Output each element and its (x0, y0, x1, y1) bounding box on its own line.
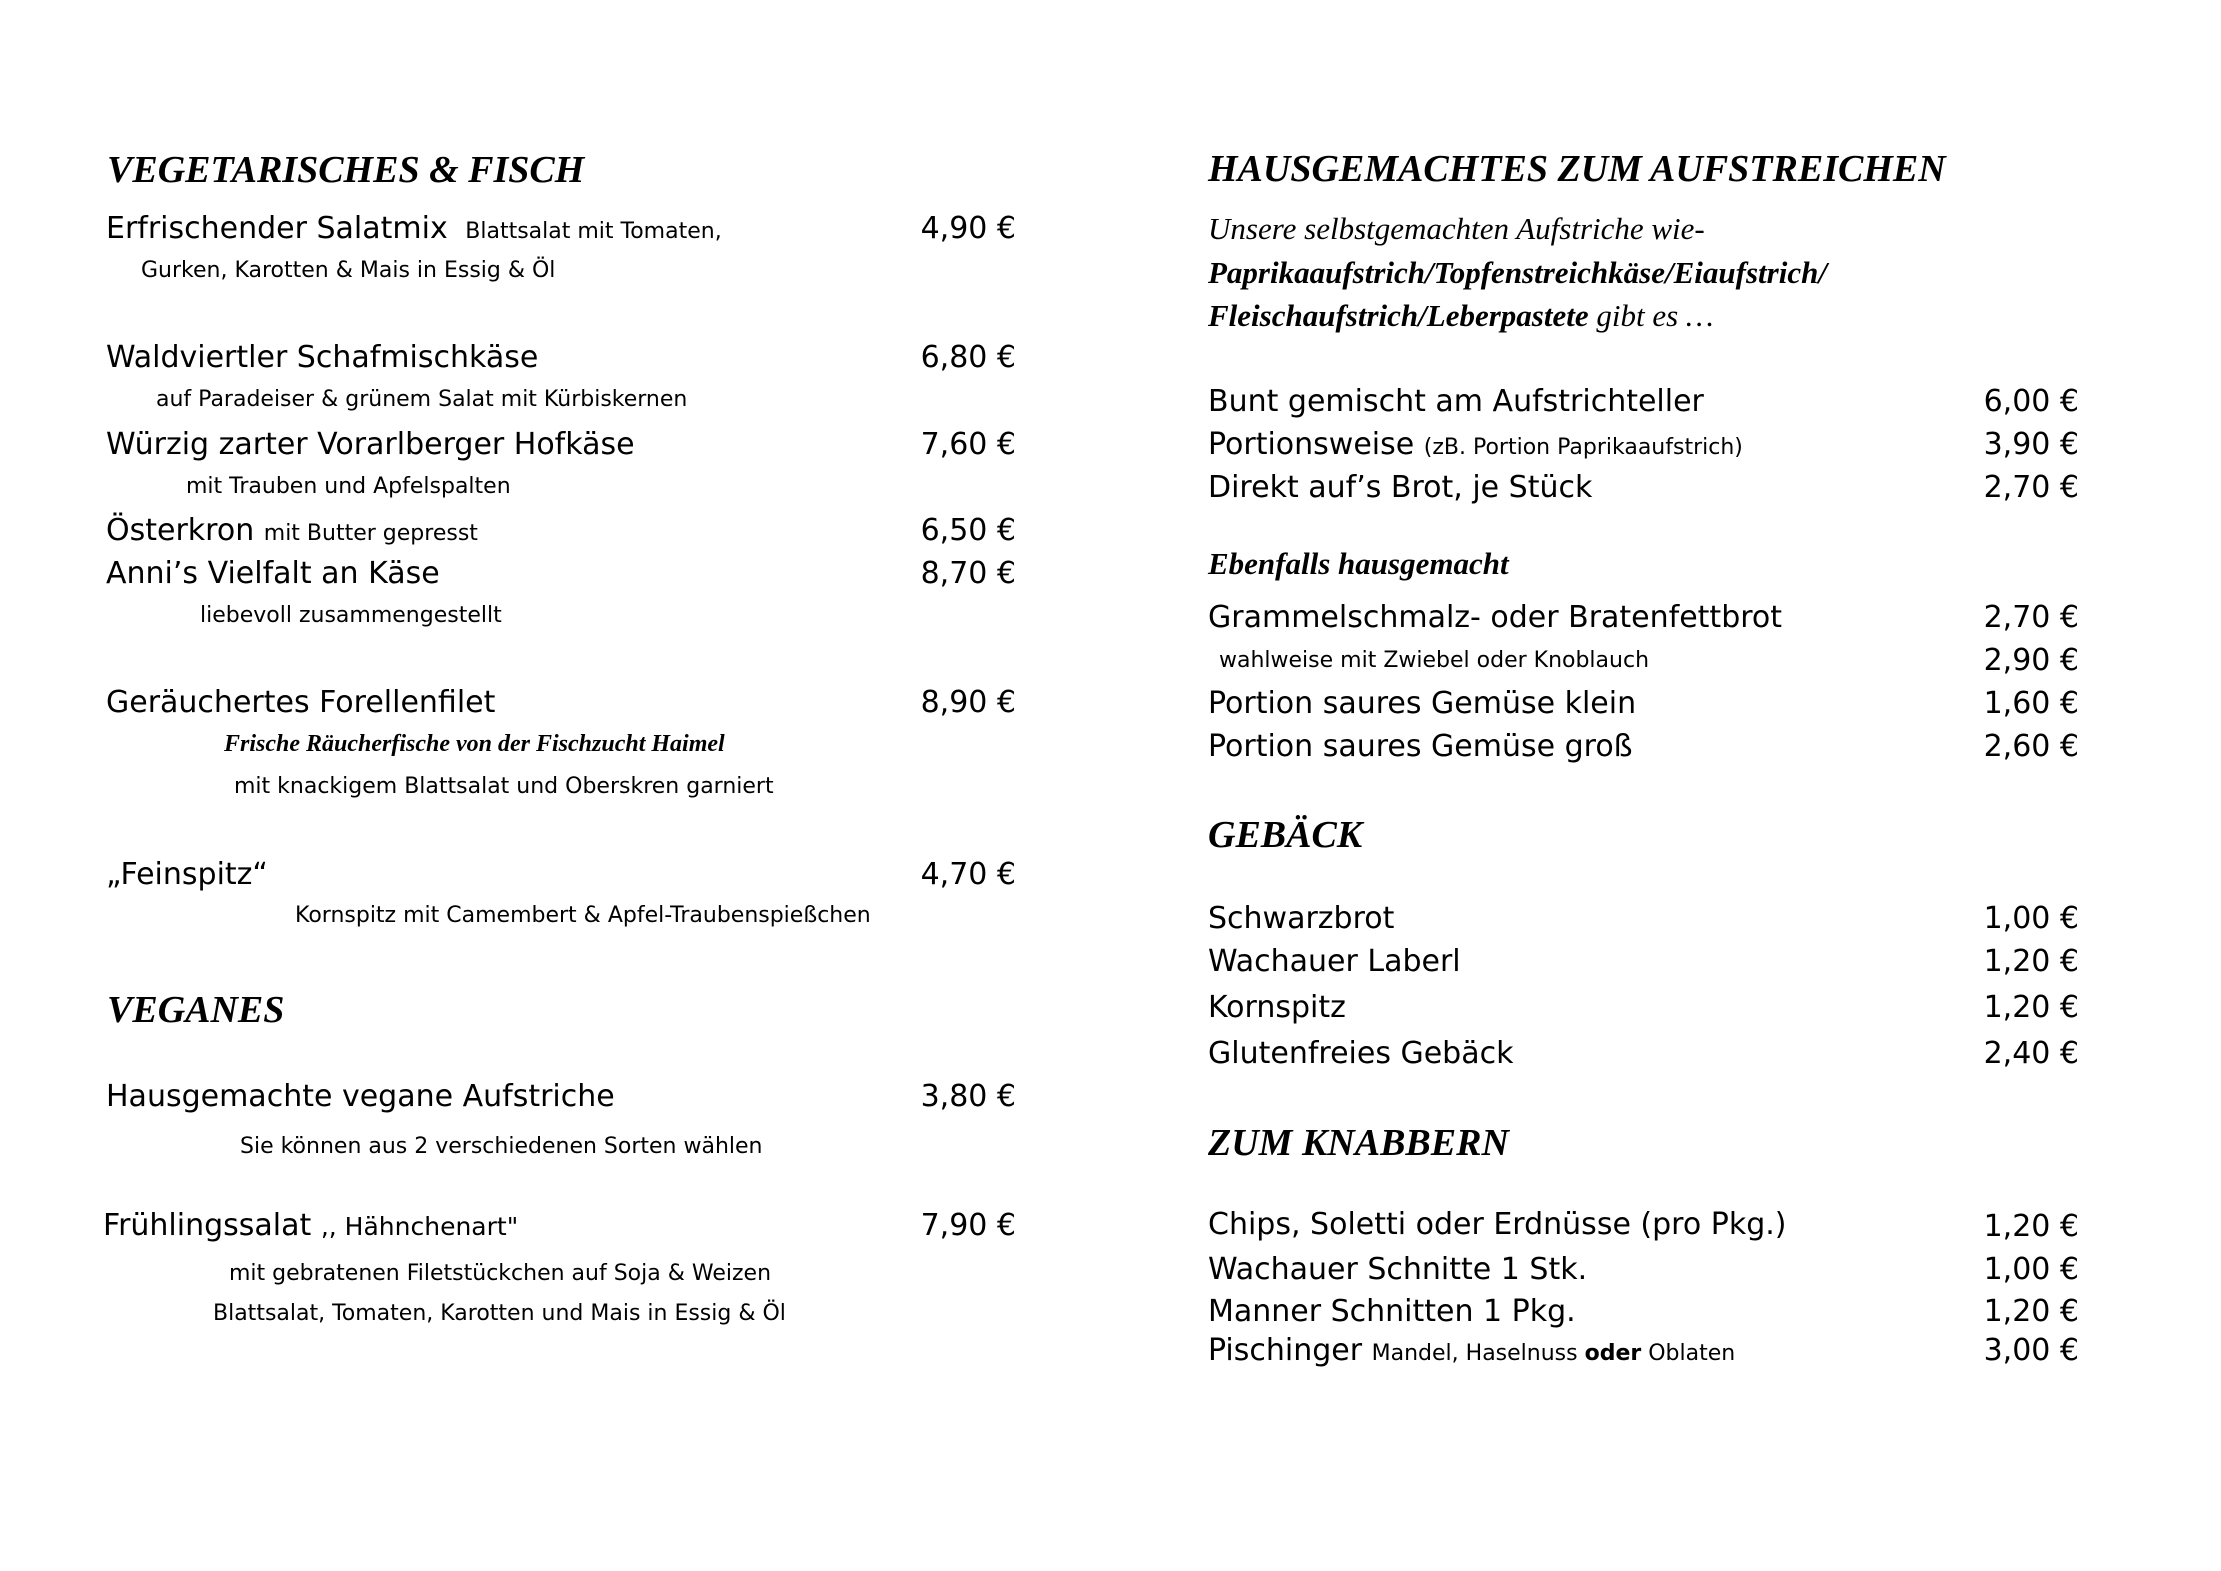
desc-forelle: mit knackigem Blattsalat und Oberskren garniert (234, 774, 774, 799)
item-fruehlingssalat-name: Frühlingssalat (103, 1208, 312, 1243)
item-schafmischkaese: Waldviertler Schafmischkäse (106, 340, 539, 375)
price-kornspitz: 1,20 € (1983, 990, 2079, 1025)
desc-fruehlingssalat-2: Blattsalat, Tomaten, Karotten und Mais in Essig & Öl (213, 1301, 786, 1326)
price-aufstrichteller: 6,00 € (1983, 384, 2079, 419)
price-wachauer-schnitte: 1,00 € (1983, 1252, 2079, 1287)
price-glutenfrei: 2,40 € (1983, 1036, 2079, 1071)
item-hofkaese: Würzig zarter Vorarlberger Hofkäse (106, 427, 635, 462)
price-zwiebel-knoblauch: 2,90 € (1983, 643, 2079, 678)
heading-aufstreichen: HAUSGEMACHTES ZUM AUFSTREICHEN (1208, 148, 1946, 190)
desc-vegane-aufstriche: Sie können aus 2 verschiedenen Sorten wählen (240, 1134, 763, 1159)
desc-forelle-serif: Frische Räucherfische von der Fischzucht Haimel (224, 731, 725, 757)
price-vegane-aufstriche: 3,80 € (920, 1079, 1016, 1114)
price-schwarzbrot: 1,00 € (1983, 901, 2079, 936)
item-oesterkron (106, 513, 478, 548)
price-direkt-brot: 2,70 € (1983, 470, 2079, 505)
item-direkt-brot: Direkt auf’s Brot, je Stück (1208, 470, 1593, 505)
price-chips: 1,20 € (1983, 1209, 2079, 1244)
desc-schafmischkaese: auf Paradeiser & grünem Salat mit Kürbiskernen (156, 387, 688, 412)
intro-line-3 (1208, 298, 1713, 334)
price-fruehlingssalat: 7,90 € (920, 1208, 1016, 1243)
desc-vielfalt: liebevoll zusammengestellt (200, 603, 502, 628)
item-pischinger-desc-c: Oblaten (1641, 1341, 1736, 1366)
item-oesterkron-name: Österkron (106, 513, 255, 548)
price-schafmischkaese: 6,80 € (920, 340, 1016, 375)
item-wachauer-laberl: Wachauer Laberl (1208, 944, 1461, 979)
price-gemuese-gross: 2,60 € (1983, 729, 2079, 764)
item-fruehlingssalat-suffix: ,, Hähnchenart" (320, 1212, 519, 1241)
item-salatmix (106, 211, 722, 246)
price-grammelschmalz: 2,70 € (1983, 600, 2079, 635)
item-salatmix-name: Erfrischender Salatmix (106, 211, 448, 246)
item-vielfalt: Anni’s Vielfalt an Käse (106, 556, 440, 591)
intro-line-2 (1208, 255, 1827, 291)
intro-line-3-bold: Fleischaufstrich/Leberpastete (1208, 298, 1589, 333)
item-feinspitz: „Feinspitz“ (106, 857, 268, 892)
price-gemuese-klein: 1,60 € (1983, 686, 2079, 721)
item-kornspitz: Kornspitz (1208, 990, 1346, 1025)
desc-zwiebel-knoblauch: wahlweise mit Zwiebel oder Knoblauch (1219, 648, 1650, 673)
item-fruehlingssalat (103, 1208, 518, 1243)
item-portionsweise-desc: (zB. Portion Paprikaaufstrich) (1423, 435, 1743, 460)
price-wachauer-laberl: 1,20 € (1983, 944, 2079, 979)
desc-feinspitz: Kornspitz mit Camembert & Apfel-Traubenspießchen (295, 903, 871, 928)
item-forelle: Geräuchertes Forellenfilet (106, 685, 496, 720)
item-vegane-aufstriche: Hausgemachte vegane Aufstriche (106, 1079, 615, 1114)
intro-line-1: Unsere selbstgemachten Aufstriche wie- (1208, 211, 1705, 246)
price-forelle: 8,90 € (920, 685, 1016, 720)
price-portionsweise: 3,90 € (1983, 427, 2079, 462)
item-gemuese-klein: Portion saures Gemüse klein (1208, 686, 1637, 721)
item-manner-schnitten: Manner Schnitten 1 Pkg. (1208, 1294, 1576, 1329)
item-pischinger-desc (1372, 1341, 1736, 1366)
item-gemuese-gross: Portion saures Gemüse groß (1208, 729, 1633, 764)
item-wachauer-schnitte: Wachauer Schnitte 1 Stk. (1208, 1252, 1588, 1287)
heading-vegetarisches-fisch: VEGETARISCHES & FISCH (107, 149, 585, 191)
item-aufstrichteller: Bunt gemischt am Aufstrichteller (1208, 384, 1704, 419)
item-schwarzbrot: Schwarzbrot (1208, 901, 1395, 936)
item-chips: Chips, Soletti oder Erdnüsse (pro Pkg.) (1208, 1207, 1787, 1242)
price-feinspitz: 4,70 € (920, 857, 1016, 892)
price-oesterkron: 6,50 € (920, 513, 1016, 548)
intro-line-3-rest: gibt es … (1588, 298, 1714, 333)
item-pischinger-name: Pischinger (1208, 1333, 1363, 1368)
item-pischinger (1208, 1333, 1735, 1368)
item-portionsweise-name: Portionsweise (1208, 427, 1415, 462)
item-pischinger-desc-a: Mandel, Haselnuss (1371, 1341, 1585, 1366)
heading-ebenfalls-hausgemacht: Ebenfalls hausgemacht (1208, 546, 1509, 581)
price-salatmix: 4,90 € (920, 211, 1016, 246)
item-pischinger-desc-b: oder (1584, 1341, 1642, 1366)
price-manner-schnitten: 1,20 € (1983, 1294, 2079, 1329)
price-pischinger: 3,00 € (1983, 1333, 2079, 1368)
heading-zum-knabbern: ZUM KNABBERN (1208, 1122, 1509, 1164)
heading-gebaeck: GEBÄCK (1208, 814, 1363, 856)
item-portionsweise (1208, 427, 1743, 462)
desc-hofkaese: mit Trauben und Apfelspalten (186, 474, 511, 499)
intro-line-2-bold: Paprikaaufstrich/Topfenstreichkäse/Eiaufstrich/ (1208, 255, 1827, 290)
price-hofkaese: 7,60 € (920, 427, 1016, 462)
price-vielfalt: 8,70 € (920, 556, 1016, 591)
item-oesterkron-desc: mit Butter gepresst (263, 521, 478, 546)
item-grammelschmalz: Grammelschmalz- oder Bratenfettbrot (1208, 600, 1783, 635)
desc-fruehlingssalat-1: mit gebratenen Filetstückchen auf Soja & Weizen (229, 1261, 772, 1286)
desc-salatmix: Gurken, Karotten & Mais in Essig & Öl (141, 258, 556, 283)
item-salatmix-desc-inline: Blattsalat mit Tomaten, (465, 219, 722, 244)
item-glutenfrei: Glutenfreies Gebäck (1208, 1036, 1514, 1071)
heading-veganes: VEGANES (107, 989, 285, 1031)
